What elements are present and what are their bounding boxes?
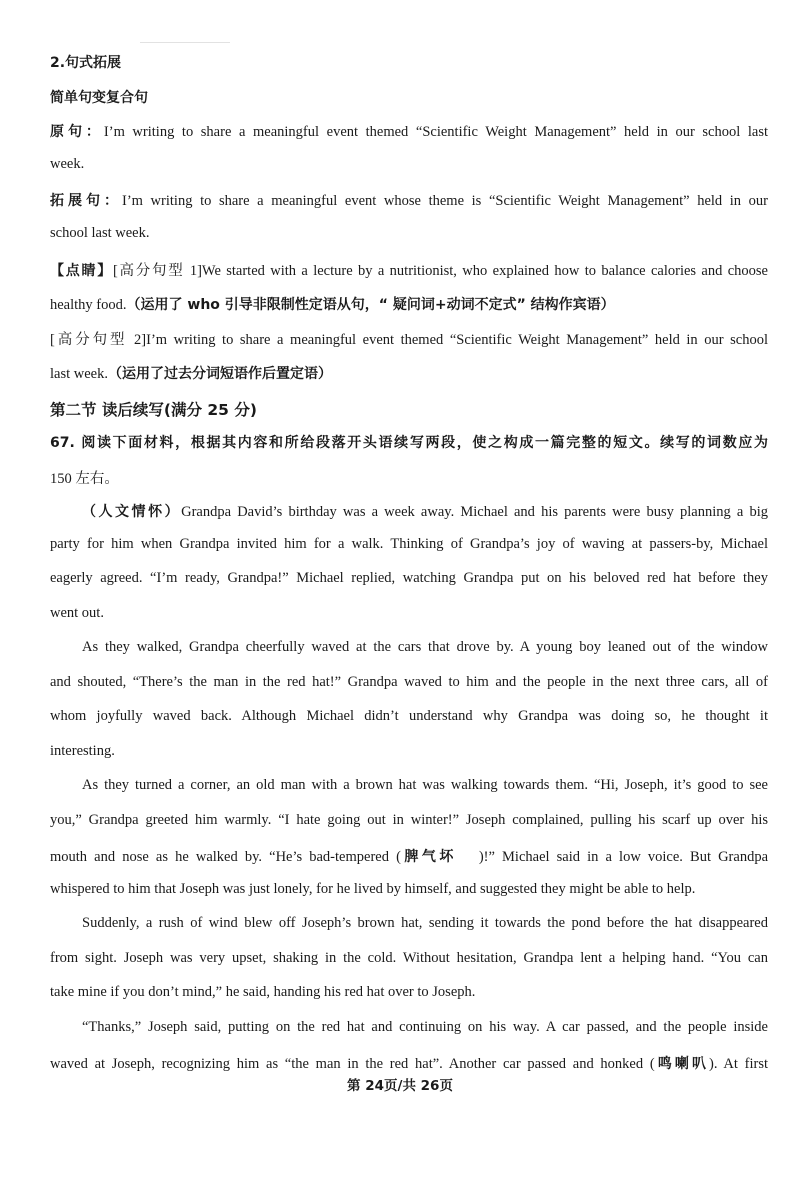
passage-tag: （人文情怀）	[82, 504, 182, 520]
question-line-1: 67. 阅读下面材料，根据其内容和所给段落开头语续写两段，使之构成一篇完整的短文。续写的词数应为	[50, 435, 768, 451]
note-comment-1: （运用了 who 引导非限制性定语从句，“ 疑问词+动词不定式” 结构作宾语）	[126, 297, 615, 313]
scan-mark	[140, 42, 230, 43]
passage-p1-line-4: went out.	[50, 605, 104, 621]
passage-p3-line-2: you,” Grandpa greeted him warmly. “I hate going out in winter!” Joseph complained, pulling his scarf up over his	[50, 812, 768, 828]
passage-p4-line-1: Suddenly, a rush of wind blew off Joseph’s brown hat, sending it towards the pond before the hat disappeared	[82, 915, 768, 931]
original-sentence-line-2: week.	[50, 156, 85, 172]
note-line-1: 【点睛】[高分句型 1]We started with a lecture by a nutritionist, who explained how to balance calories and choose	[50, 263, 768, 279]
passage-p4-line-3: take mine if you don’t mind,” he said, handing his red hat over to Joseph.	[50, 984, 476, 1000]
passage-p3-line-4: whispered to him that Joseph was just lonely, for he lived by himself, and suggested they might be able to help.	[50, 881, 696, 897]
question-line-2: 150 左右。	[50, 471, 119, 487]
passage-p2-line-4: interesting.	[50, 743, 115, 759]
passage-p4-line-2: from sight. Joseph was very upset, shaking in the cold. Without hesitation, Grandpa lent a helping hand. “You can	[50, 950, 768, 966]
passage-p2-line-3: whom joyfully waved back. Although Michael didn’t understand why Grandpa was doing so, he thought it	[50, 708, 768, 724]
note-comment-2: （运用了过去分词短语作后置定语）	[107, 366, 332, 382]
passage-p1-line-1: （人文情怀）Grandpa David’s birthday was a week away. Michael and his parents were busy planning a big	[82, 504, 769, 520]
note-line-2: healthy food.（运用了 who 引导非限制性定语从句，“ 疑问词+动词不定式” 结构作宾语）	[50, 297, 615, 313]
passage-p1-line-2: party for him when Grandpa invited him for a walk. Thinking of Grandpa’s joy of waving at passers-by, Michael	[50, 536, 768, 552]
expanded-label: 拓展句：	[50, 193, 122, 209]
note-tag-2: [高分句型 2]	[50, 332, 147, 348]
note2-line-1: [高分句型 2]I’m writing to share a meaningful event themed “Scientific Weight Management” held in our school	[50, 332, 768, 348]
expanded-sentence-line-2: school last week.	[50, 225, 150, 241]
passage-p3-line-3: mouth and nose as he walked by. “He’s bad-tempered (脾气坏 )!” Michael said in a low voice. But Grandpa	[50, 849, 769, 865]
note-tag-1: [高分句型 1]	[112, 263, 202, 279]
passage-p2-line-2: and shouted, “There’s the man in the red hat!” Grandpa waved to him and the people in the next three cars, all of	[50, 674, 768, 690]
subheading: 简单句变复合句	[50, 90, 148, 106]
original-label: 原句：	[50, 124, 104, 140]
original-sentence-line-1: 原句：I’m writing to share a meaningful event themed “Scientific Weight Management” held in our school last	[50, 124, 768, 140]
gloss-honked: 鸣喇叭	[654, 1056, 710, 1072]
expanded-sentence-line-1: 拓展句：I’m writing to share a meaningful event whose theme is “Scientific Weight Management” held in our	[50, 193, 769, 209]
passage-p2-line-1: As they walked, Grandpa cheerfully waved at the cars that drove by. A young boy leaned out of the window	[82, 639, 768, 655]
passage-p5-line-1: “Thanks,” Joseph said, putting on the red hat and continuing on his way. A car passed, and the people inside	[82, 1019, 768, 1035]
passage-p3-line-1: As they turned a corner, an old man with a brown hat was walking towards them. “Hi, Joseph, it’s good to see	[82, 777, 768, 793]
section-title: 第二节 读后续写(满分 25 分)	[50, 401, 257, 419]
note-label: 【点睛】	[50, 263, 113, 279]
page-number: 第 24页/共 26页	[347, 1078, 453, 1094]
passage-p5-line-2: waved at Joseph, recognizing him as “the man in the red hat”. Another car passed and honked (鸣喇叭). At first	[50, 1056, 768, 1072]
passage-p1-line-3: eagerly agreed. “I’m ready, Grandpa!” Michael replied, watching Grandpa put on his beloved red hat before they	[50, 570, 768, 586]
note2-line-2: last week.（运用了过去分词短语作后置定语）	[50, 366, 332, 382]
gloss-bad-tempered: 脾气坏	[400, 849, 457, 865]
section-heading: 2.句式拓展	[50, 55, 122, 71]
